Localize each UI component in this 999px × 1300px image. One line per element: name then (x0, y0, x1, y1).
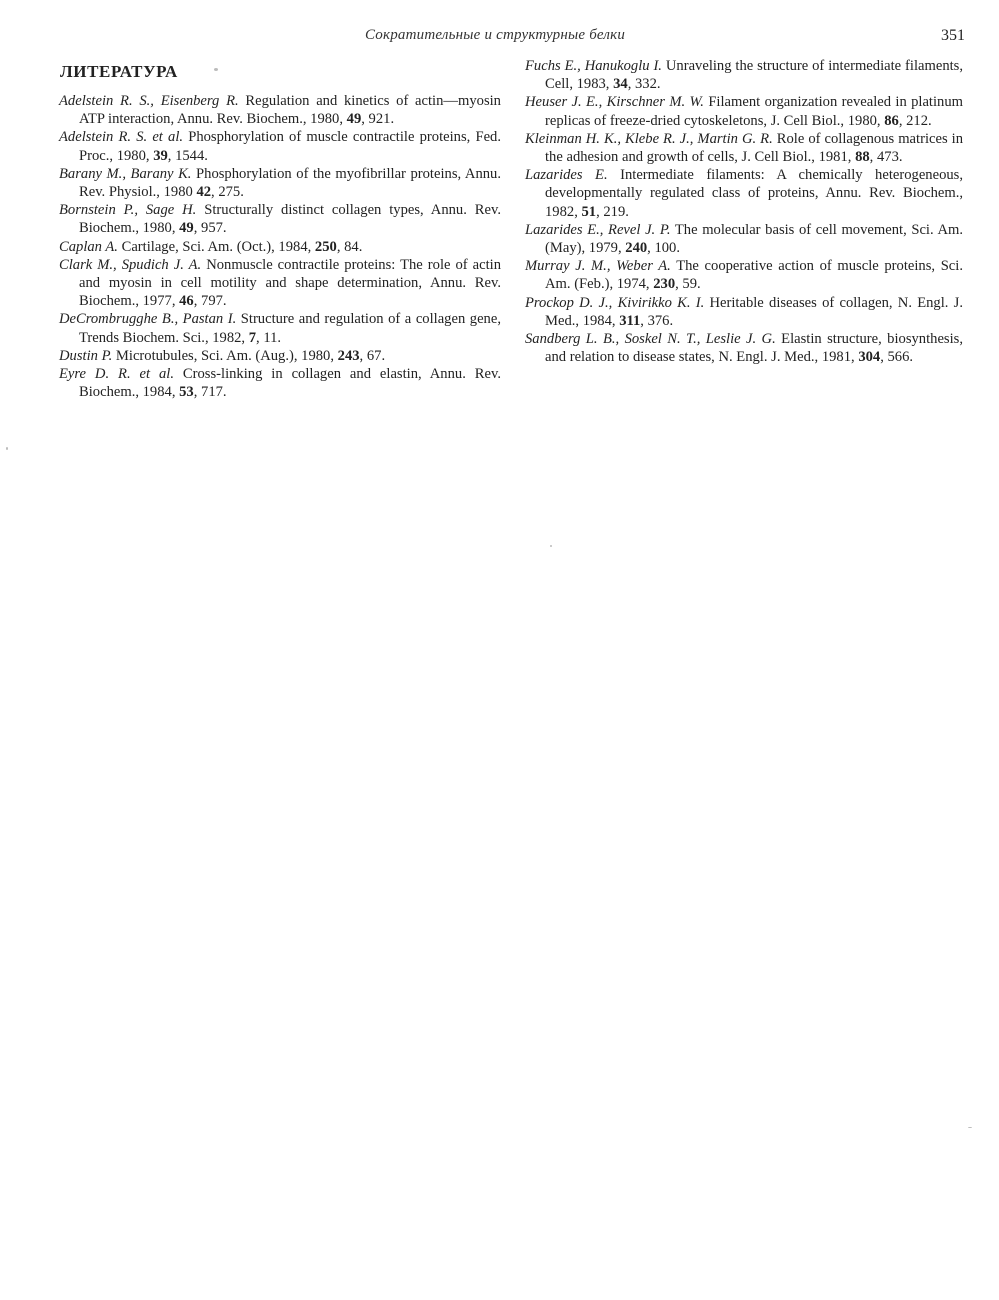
reference-volume: 49 (179, 220, 194, 237)
reference-text: Elastin structure, biosynthesis, and relation to disease states, N. Engl. J. Med., 1981, (545, 331, 963, 366)
reference-pages: , 59. (675, 276, 701, 293)
reference-volume: 243 (337, 347, 360, 364)
reference-entry (59, 347, 501, 365)
reference-entry (525, 130, 963, 166)
reference-entry (59, 310, 501, 346)
reference-volume: 311 (619, 312, 641, 329)
reference-pages: , 11. (256, 329, 282, 346)
reference-authors: Eyre D. R. et al. (59, 366, 174, 383)
reference-text: Microtubules, Sci. Am. (Aug.), 1980, (112, 347, 338, 364)
reference-text: The cooperative action of muscle proteins, Sci. Am. (Feb.), 1974, (545, 258, 963, 293)
reference-pages: , 84. (336, 238, 363, 255)
reference-entry (525, 166, 963, 221)
reference-authors: Barany M., Barany K. (59, 165, 192, 182)
reference-text: Filament organization revealed in platinum replicas of freeze-dried cytoskeletons, J. Cell Biol., 1980, (545, 94, 963, 129)
reference-text: Cartilage, Sci. Am. (Oct.), 1984, (117, 238, 315, 255)
reference-pages: , 717. (193, 384, 227, 401)
reference-authors: Adelstein R. S., Eisenberg R. (59, 93, 239, 109)
reference-entry (59, 256, 501, 311)
reference-pages: , 67. (359, 347, 386, 364)
reference-volume: 230 (653, 276, 676, 293)
reference-text: Structure and regulation of a collagen gene, Trends Biochem. Sci., 1982, (79, 311, 501, 346)
reference-volume: 42 (196, 184, 212, 201)
reference-authors: Kleinman H. K., Klebe R. J., Martin G. R. (525, 130, 773, 147)
reference-entry (59, 201, 501, 237)
reference-entry (525, 294, 963, 330)
reference-entry (59, 92, 501, 128)
reference-volume: 240 (625, 240, 648, 257)
reference-text: Phosphorylation of the myofibrillar proteins, Annu. Rev. Physiol., 1980 (79, 165, 501, 201)
page-number: 351 (941, 27, 965, 44)
reference-volume: 250 (314, 238, 337, 255)
reference-authors: Fuchs E., Hanukoglu I. (525, 58, 662, 74)
reference-text: Role of collagenous matrices in the adhesion and growth of cells, J. Cell Biol., 1981, (545, 130, 963, 166)
reference-pages: , 275. (211, 184, 244, 201)
reference-pages: , 1544. (167, 147, 208, 164)
reference-text: Nonmuscle contractile proteins: The role of actin and myosin in cell motility and shape determination, Annu. Rev. Biochem., 1977, (79, 256, 502, 310)
reference-authors: Bornstein P., Sage H. (59, 202, 197, 219)
reference-authors: Clark M., Spudich J. A. (59, 256, 202, 273)
references-left-column (59, 92, 501, 401)
reference-pages: , 473. (869, 149, 903, 166)
reference-authors: Heuser J. E., Kirschner M. W. (525, 94, 704, 111)
reference-volume: 304 (858, 349, 881, 366)
reference-pages: , 376. (640, 312, 674, 329)
reference-entry (59, 365, 501, 401)
scan-speck (968, 1127, 972, 1128)
reference-entry (525, 93, 963, 129)
reference-text: Structurally distinct collagen types, Annu. Rev. Biochem., 1980, (79, 202, 501, 237)
reference-volume: 86 (884, 112, 899, 129)
reference-text: Intermediate filaments: A chemically heterogeneous, developmentally regulated class of proteins, Annu. Rev. Biochem., 1982, (545, 167, 963, 220)
reference-authors: Lazarides E., Revel J. P. (525, 221, 671, 238)
reference-text: The molecular basis of cell movement, Sci. Am. (May), 1979, (545, 221, 963, 257)
scan-speck (550, 545, 552, 547)
reference-authors: Caplan A. (59, 238, 118, 255)
reference-text: Regulation and kinetics of actin—myosin ATP interaction, Annu. Rev. Biochem., 1980, (79, 93, 501, 128)
reference-pages: , 957. (193, 220, 227, 237)
reference-authors: Lazarides E. (525, 167, 608, 184)
reference-pages: , 797. (193, 293, 227, 310)
reference-authors: Prockop D. J., Kivirikko K. I. (525, 294, 705, 311)
reference-authors: Sandberg L. B., Soskel N. T., Leslie J. G. (525, 331, 776, 348)
reference-pages: , 212. (898, 112, 932, 129)
reference-volume: 46 (179, 293, 194, 310)
reference-entry (59, 238, 501, 256)
running-head: Сократительные и структурные белки (365, 27, 626, 43)
reference-authors: DeCrombrugghe B., Pastan I. (59, 311, 237, 328)
reference-volume: 51 (581, 203, 597, 220)
references-right-column (525, 57, 963, 366)
reference-entry (525, 57, 963, 93)
scan-speck (6, 447, 8, 450)
reference-volume: 88 (855, 149, 870, 166)
scan-speck (214, 68, 218, 71)
reference-text: Phosphorylation of muscle contractile proteins, Fed. Proc., 1980, (79, 129, 501, 164)
reference-pages: , 219. (596, 203, 629, 220)
reference-volume: 53 (179, 384, 194, 401)
reference-volume: 7 (248, 329, 257, 346)
reference-volume: 34 (613, 76, 628, 93)
reference-volume: 49 (346, 111, 362, 128)
reference-pages: , 921. (361, 111, 395, 128)
reference-authors: Dustin P. (59, 347, 113, 364)
reference-text: Heritable diseases of collagen, N. Engl. J. Med., 1984, (545, 294, 963, 329)
reference-entry (525, 221, 963, 257)
reference-volume: 39 (153, 147, 168, 164)
reference-entry (525, 330, 963, 366)
reference-pages: , 332. (627, 76, 661, 93)
reference-entry (525, 257, 963, 293)
reference-entry (59, 128, 501, 164)
reference-entry (59, 165, 501, 201)
reference-pages: , 100. (647, 240, 680, 257)
reference-authors: Murray J. M., Weber A. (525, 258, 671, 275)
reference-text: Cross-linking in collagen and elastin, Annu. Rev. Biochem., 1984, (79, 366, 501, 401)
reference-authors: Adelstein R. S. et al. (59, 129, 184, 146)
section-heading: ЛИТЕРАТУРА (60, 62, 178, 81)
reference-text: Unraveling the structure of intermediate filaments, Cell, 1983, (545, 58, 963, 93)
reference-pages: , 566. (880, 349, 914, 366)
